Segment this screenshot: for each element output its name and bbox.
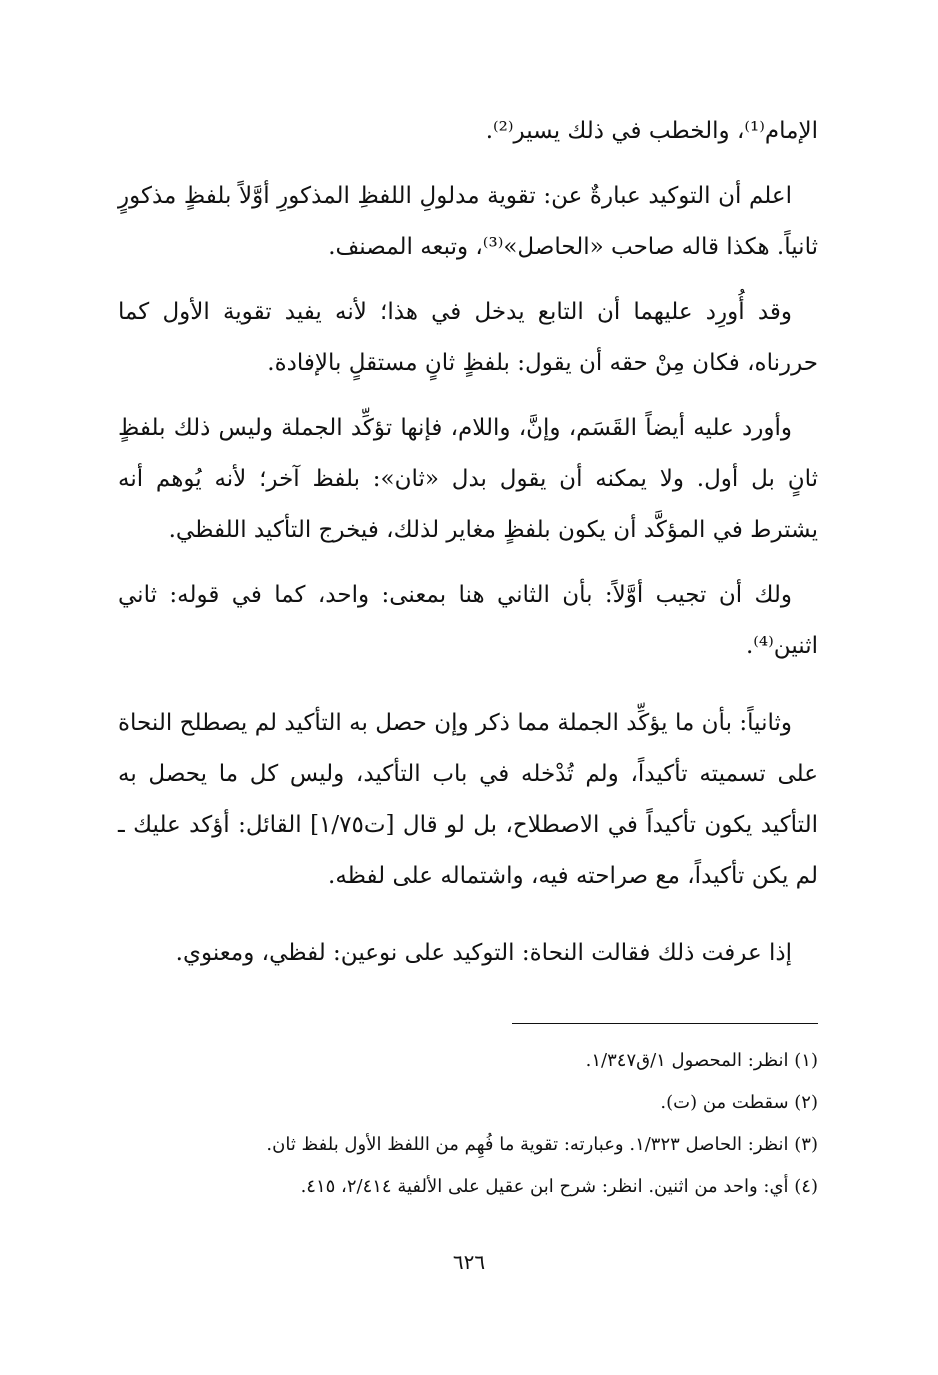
paragraph-2: اعلم أن التوكيد عبارةٌ عن: تقوية مدلولِ اللفظِ المذكورِ أوَّلاً بلفظٍ مذكورٍ ثانياً. هكذا قاله صاحب «الحاصل»⁽³⁾، وتبعه المصنف. <box>118 183 818 260</box>
paragraph-1: الإمام⁽¹⁾، والخطب في ذلك يسير⁽²⁾. <box>485 118 818 144</box>
paragraph-6: وثانياً: بأن ما يؤكِّد الجملة مما ذكر وإن حصل به التأكيد لم يصطلح النحاة على تسميته تأكيداً، ولم تُدْخله في باب التأكيد، وليس كل ما يحصل به التأكيد يكون تأكيداً في الاصطلاح، بل لو قال [ت١/٧٥] القائل: أؤكد عليك ـ لم يكن تأكيداً، مع صراحته فيه، واشتماله على لفظه. <box>118 710 818 889</box>
main-text <box>118 106 818 979</box>
paragraph-4: وأورد عليه أيضاً القَسَم، وإنَّ، واللام، فإنها تؤكِّد الجملة وليس ذلك بلفظٍ ثانٍ بل أول. ولا يمكنه أن يقول بدل «ثان»: بلفظ آخر؛ لأنه يُوهم أنه يشترط في المؤكَّد أن يكون بلفظٍ مغاير لذلك، فيخرج التأكيد اللفظي. <box>118 415 818 543</box>
footnote-3: (٣) انظر: الحاصل ١/٣٢٣. وعبارته: تقوية ما فُهِم من اللفظ الأول بلفظ ثان. <box>266 1134 818 1155</box>
footnote-separator <box>512 1023 818 1024</box>
page-number: ٦٢٦ <box>452 1250 486 1274</box>
paragraph-3: وقد أُورِد عليهما أن التابع يدخل في هذا؛ لأنه يفيد تقوية الأول كما حررناه، فكان مِنْ حقه أن يقول: بلفظٍ ثانٍ مستقلٍ بالإفادة. <box>118 299 818 376</box>
paragraph-7: إذا عرفت ذلك فقالت النحاة: التوكيد على نوعين: لفظي، ومعنوي. <box>175 940 792 966</box>
footnotes <box>118 1040 818 1208</box>
footnote-4: (٤) أي: واحد من اثنين. انظر: شرح ابن عقيل على الألفية ٢/٤١٤، ٤١٥. <box>300 1176 818 1197</box>
footnote-1: (١) انظر: المحصول ١/ق١/٣٤٧. <box>585 1050 818 1071</box>
footnote-2: (٢) سقطت من (ت). <box>660 1092 818 1113</box>
paragraph-5: ولك أن تجيب أوَّلاً: بأن الثاني هنا بمعنى: واحد، كما في قوله: ثاني اثنين⁽⁴⁾. <box>118 582 818 659</box>
